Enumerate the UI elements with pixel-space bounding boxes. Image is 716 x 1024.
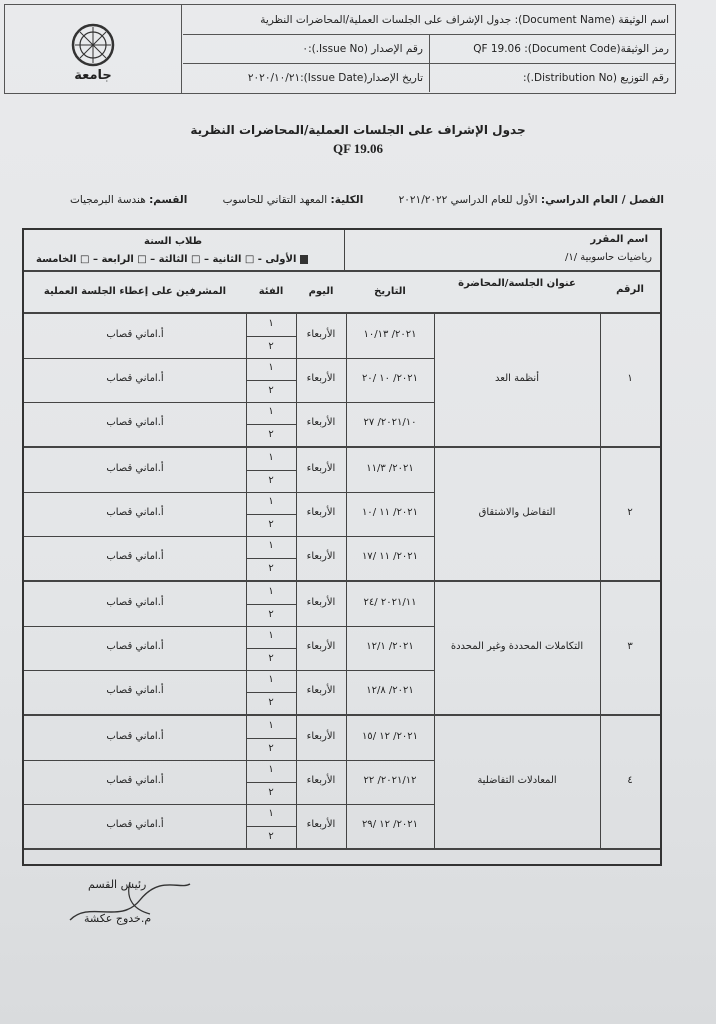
col-num: الرقم	[616, 284, 644, 295]
college-label: الكلية:	[330, 194, 364, 206]
session-supervisor: أ.اماني قصاب	[106, 463, 164, 474]
session-day: الأربعاء	[306, 775, 336, 786]
distribution-no: رقم التوزيع (Distribution No.):	[523, 71, 669, 84]
session-group-1: ١	[268, 406, 274, 417]
row-topic: التكاملات المحددة وغير المحددة	[450, 641, 584, 652]
department-value: هندسة البرمجيات	[70, 194, 146, 206]
session-supervisor: أ.اماني قصاب	[106, 597, 164, 608]
row-number: ١	[627, 373, 633, 384]
form-code: QF 19.06	[332, 141, 384, 156]
row-topic: التفاضل والاشتقاق	[478, 507, 556, 518]
session-group-1: ١	[268, 452, 274, 463]
page-title: جدول الإشراف على الجلسات العملية/المحاضرات النظرية	[190, 123, 526, 137]
college-value: المعهد التقاني للحاسوب	[222, 194, 328, 206]
handwritten-signature	[60, 870, 200, 930]
session-group-1: ١	[268, 540, 274, 551]
col-supervisors: المشرفين على إعطاء الجلسة العملية	[43, 286, 227, 297]
session-day: الأربعاء	[306, 641, 336, 652]
logo-text: جامعة	[74, 68, 112, 83]
session-group-1: ١	[268, 674, 274, 685]
code-row	[183, 34, 675, 64]
session-date: ٢٠٢١/ ١١ /١٠	[361, 507, 419, 518]
session-group-2: ٢	[268, 429, 274, 440]
session-group-2: ٢	[268, 743, 274, 754]
session-date: ٢٠٢١/ ١٠/١٣	[363, 329, 417, 340]
session-supervisor: أ.اماني قصاب	[106, 551, 164, 562]
session-group-1: ١	[268, 318, 274, 329]
signature-name: م.خدوج عكشة	[84, 912, 152, 925]
session-day: الأربعاء	[306, 463, 336, 474]
session-group-2: ٢	[268, 831, 274, 842]
session-day: الأربعاء	[306, 417, 336, 428]
session-group-2: ٢	[268, 519, 274, 530]
supervision-table	[22, 228, 662, 866]
session-day: الأربعاء	[306, 329, 336, 340]
session-date: ٢٠٢١/١٢/ ٢٢	[363, 775, 417, 786]
session-group-2: ٢	[268, 475, 274, 486]
session-date: ٢٠٢١/ ١١ /١٧	[361, 551, 419, 562]
session-date: ٢٠٢١/ ١١/٣	[366, 463, 414, 474]
session-group-2: ٢	[268, 697, 274, 708]
session-supervisor: أ.اماني قصاب	[106, 507, 164, 518]
session-day: الأربعاء	[306, 597, 336, 608]
student-year-options: الأولى - □ الثانية – □ الثالثة – □ الرابعة – □ الخامسة	[36, 254, 308, 265]
session-group-1: ١	[268, 362, 274, 373]
session-group-2: ٢	[268, 563, 274, 574]
distribution-row	[183, 63, 675, 92]
session-supervisor: أ.اماني قصاب	[106, 417, 164, 428]
session-supervisor: أ.اماني قصاب	[106, 819, 164, 830]
session-group-2: ٢	[268, 385, 274, 396]
semester-label: الفصل / العام الدراسي:	[540, 194, 664, 206]
session-group-1: ١	[268, 764, 274, 775]
session-group-1: ١	[268, 630, 274, 641]
checked-box-icon	[300, 255, 308, 264]
session-group-1: ١	[268, 586, 274, 597]
session-day: الأربعاء	[306, 507, 336, 518]
col-group: الفئة	[258, 286, 284, 297]
session-supervisor: أ.اماني قصاب	[106, 641, 164, 652]
session-day: الأربعاء	[306, 731, 336, 742]
issue-date: تاريخ الإصدار(Issue Date):٢٠٢٠/١٠/٢١	[247, 71, 423, 84]
session-supervisor: أ.اماني قصاب	[106, 373, 164, 384]
session-group-1: ١	[268, 808, 274, 819]
department-label: القسم:	[149, 194, 188, 206]
semester-value: الأول للعام الدراسي ٢٠٢١/٢٠٢٢	[398, 194, 538, 206]
session-supervisor: أ.اماني قصاب	[106, 731, 164, 742]
session-group-2: ٢	[268, 787, 274, 798]
document-name: اسم الوثيقة (Document Name): جدول الإشراف على الجلسات العملية/المحاضرات النظرية	[260, 13, 669, 26]
university-logo	[5, 5, 182, 93]
row-topic: أنظمة العد	[495, 373, 539, 384]
session-date: ٢٠٢١/١٠/ ٢٧	[363, 417, 417, 428]
document-header	[4, 4, 676, 94]
row-number: ٤	[627, 775, 633, 786]
session-day: الأربعاء	[306, 373, 336, 384]
session-group-2: ٢	[268, 341, 274, 352]
session-group-1: ١	[268, 720, 274, 731]
signature-title: رئيس القسم	[88, 878, 147, 891]
student-year-label: طلاب السنة	[144, 236, 203, 247]
session-group-2: ٢	[268, 653, 274, 664]
course-name-value: رياضيات حاسوبية /١/	[564, 252, 652, 263]
row-topic: المعادلات التفاضلية	[477, 775, 557, 786]
session-day: الأربعاء	[306, 819, 336, 830]
session-date: ٢٠٢١/ ١٠ /٢٠	[361, 373, 419, 384]
issue-no: رقم الإصدار (Issue No.):٠	[302, 42, 423, 55]
session-date: ٢٠٢١/١١ /٢٤	[363, 597, 417, 608]
session-date: ٢٠٢١/ ١٢/٨	[366, 685, 414, 696]
course-name-label: اسم المقرر	[590, 234, 648, 245]
row-number: ٣	[627, 641, 633, 652]
row-number: ٢	[627, 507, 633, 518]
session-date: ٢٠٢١/ ١٢ /٢٩	[361, 819, 419, 830]
document-name-row	[183, 5, 675, 35]
session-date: ٢٠٢١/ ١٢ /١٥	[361, 731, 419, 742]
session-date: ٢٠٢١/ ١٢/١	[366, 641, 414, 652]
col-topic: عنوان الجلسة/المحاضرة	[458, 278, 576, 289]
col-day: اليوم	[308, 286, 334, 297]
col-date: التاريخ	[374, 286, 406, 297]
session-day: الأربعاء	[306, 685, 336, 696]
session-supervisor: أ.اماني قصاب	[106, 685, 164, 696]
session-supervisor: أ.اماني قصاب	[106, 775, 164, 786]
meta-line	[38, 194, 664, 206]
session-supervisor: أ.اماني قصاب	[106, 329, 164, 340]
session-group-1: ١	[268, 496, 274, 507]
session-group-2: ٢	[268, 609, 274, 620]
session-day: الأربعاء	[306, 551, 336, 562]
document-code: رمز الوثيقة(Document Code): QF 19.06	[473, 42, 669, 55]
